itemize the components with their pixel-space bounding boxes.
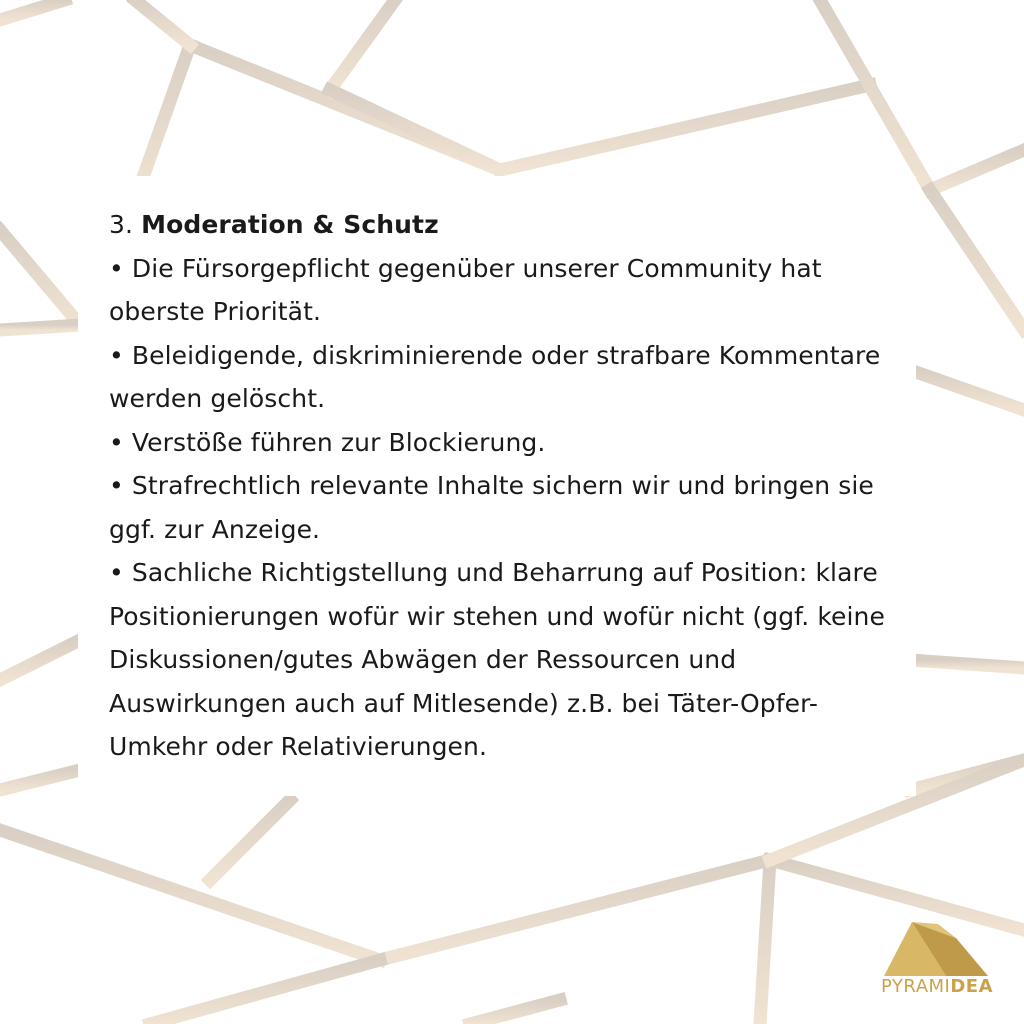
bullet-item: • Die Fürsorgepflicht gegenüber unserer Community hat oberste Priorität. [109,253,822,326]
section-number: 3. [109,210,134,239]
pyramid-icon [876,918,998,978]
text-block [109,203,899,769]
bullet-item: • Verstöße führen zur Blockierung. [109,427,546,457]
brand-wordmark-part2: DEA [950,976,994,997]
section-title: Moderation & Schutz [141,210,439,239]
section-heading [109,203,899,247]
bullet-item: • Beleidigende, diskriminierende oder strafbare Kommentare werden gelöscht. [109,340,881,413]
bullet-item: • Strafrechtlich relevante Inhalte sichern wir und bringen sie ggf. zur Anzeige. [109,471,874,544]
brand-wordmark [876,976,998,997]
bullet-item: • Sachliche Richtigstellung und Beharrung auf Position: klare Positionierungen wofür wir stehen und wofür nicht (ggf. keine Diskussionen/gutes Abwägen der Ressourcen und Auswirkungen auch auf Mitlesende) z.B. bei Täter-Opfer-Umkehr oder Relativierungen. [109,558,885,761]
brand-wordmark-part1: PYRAMI [880,976,951,997]
brand-logo [876,918,998,1004]
